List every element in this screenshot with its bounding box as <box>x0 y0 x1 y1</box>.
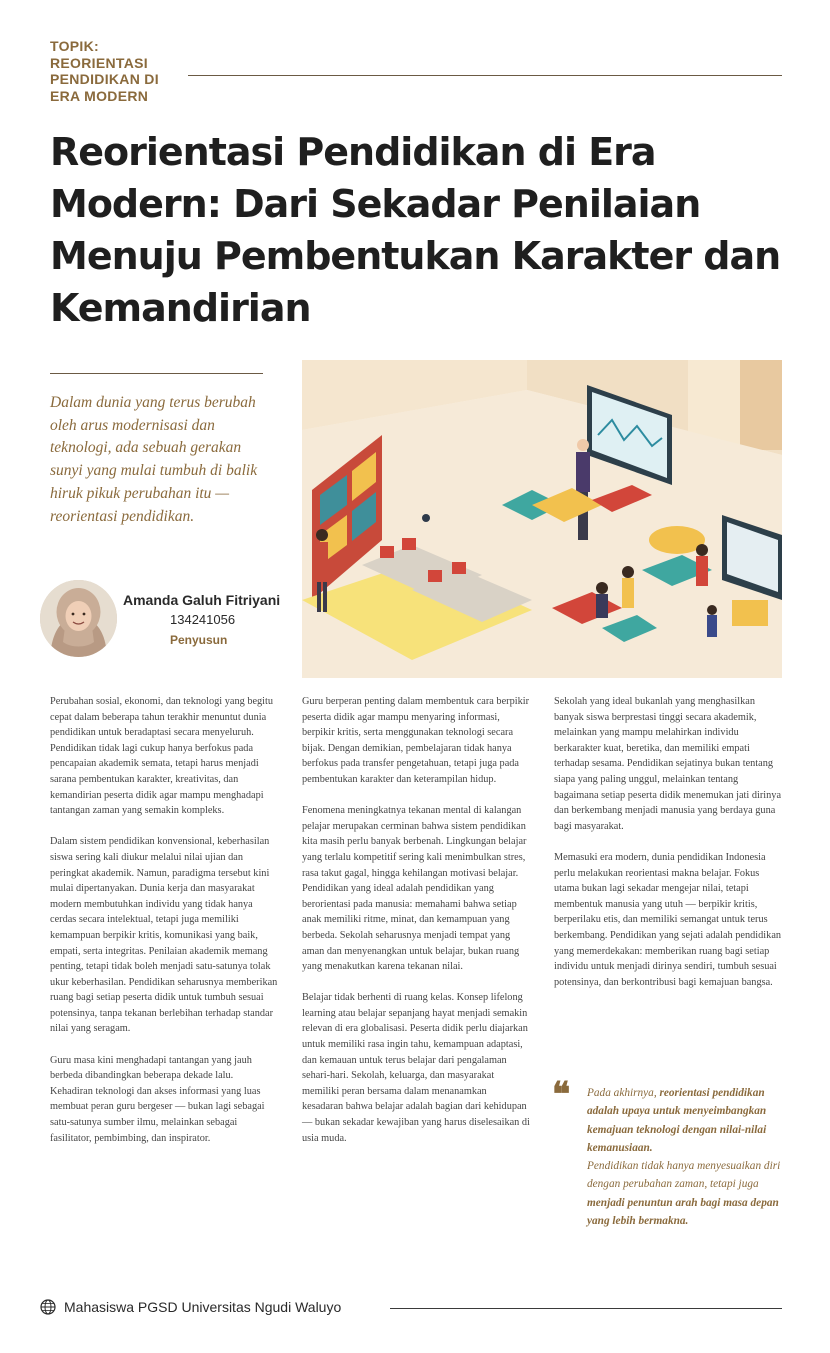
topic-label <box>50 38 180 104</box>
paragraph: Dalam sistem pendidikan konvensional, keberhasilan siswa sering kali diukur melalui nilai ujian dan peringkat akademik. Namun, paradigma tersebut kini mulai dipertanyakan. Dunia kerja dan masyarakat modern membutuhkan individu yang tidak hanya cerdas secara intelektual, tetapi juga memiliki kemampuan berpikir kritis, komunikasi yang baik, empati, serta integritas. Penilaian akademik memang penting, tetapi tidak boleh menjadi satu-satunya tolak ukur keberhasilan. Pendidikan seharusnya memberikan ruang bagi setiap peserta didik untuk tumbuh sesuai potensinya, tanpa tekanan berlebihan terhadap standar nilai yang seragam. <box>50 836 278 1035</box>
footer-text: Mahasiswa PGSD Universitas Ngudi Waluyo <box>64 1299 342 1315</box>
quote-text: Pendidikan tidak hanya menyesuaikan diri dengan perubahan zaman, tetapi juga <box>587 1160 781 1191</box>
pull-quote <box>587 1084 787 1230</box>
paragraph: Perubahan sosial, ekonomi, dan teknologi yang begitu cepat dalam beberapa tahun terakhir menuntut dunia pendidikan untuk beradaptasi secara menyeluruh. Pendidikan tidak lagi cukup hanya berfokus pada pencapaian akademik semata, tetapi harus menjadi sarana pembentukan karakter, kreativitas, dan kemandirian peserta didik agar mampu menghadapi tantangan zaman yang semakin kompleks. <box>50 696 274 817</box>
lead-divider <box>50 373 263 374</box>
topic-line-1: REORIENTASI <box>50 54 148 71</box>
article-column-1 <box>50 694 278 1162</box>
paragraph: Guru berperan penting dalam membentuk cara berpikir peserta didik agar mampu menyaring informasi, berpikir kritis, serta menggunakan teknologi secara bijak. Dengan demikian, pembelajaran tidak hanya berfokus pada transfer pengetahuan, tetapi juga pada pembentukan karakter dan keterampilan hidup. <box>302 696 530 785</box>
paragraph: Guru masa kini menghadapi tantangan yang jauh berbeda dibandingkan beberapa dekade lalu. Kehadiran teknologi dan akses informasi yang luas membuat peran guru bergeser — bukan lagi sebagai satu-satunya sumber ilmu, melainkan sebagai fasilitator, pembimbing, dan inspirator. <box>50 1054 265 1144</box>
quote-text: Pada akhirnya, <box>587 1087 660 1099</box>
topic-line-3: ERA MODERN <box>50 87 149 104</box>
author-role: Penyusun <box>170 633 228 647</box>
topic-divider <box>188 75 782 76</box>
quote-mark-icon: ❝ <box>552 1075 571 1115</box>
footer <box>40 1299 341 1315</box>
lead-paragraph: Dalam dunia yang terus berubah oleh arus modernisasi dan teknologi, ada sebuah gerakan sunyi yang mulai tumbuh di balik hiruk pikuk perubahan itu — reorientasi pendidikan. <box>50 394 258 525</box>
paragraph: Sekolah yang ideal bukanlah yang menghasilkan banyak siswa berprestasi tinggi secara akademik, melainkan yang mampu melahirkan individu berkarakter kuat, beretika, dan memiliki empati terhadap sesama. Pendidikan sejatinya bukan tentang siapa yang paling unggul, melainkan tentang bagaimana setiap peserta didik menemukan jati dirinya dan berkembang menjadi manusia yang berdaya guna bagi masyarakat. <box>554 696 782 832</box>
classroom-illustration <box>302 360 782 678</box>
paragraph: Memasuki era modern, dunia pendidikan Indonesia perlu melakukan reorientasi makna belajar. Fokus utama bukan lagi sekadar mengejar nilai, tetapi membentuk manusia yang utuh — berpikir kritis, berperilaku etis, dan memiliki semangat untuk terus berkembang. Pendidikan yang sejati adalah pendidikan yang memerdekakan: memberikan ruang bagi setiap individu untuk menjadi dirinya sendiri, tumbuh sesuai potensinya, dan berkontribusi bagi kemajuan bangsa. <box>554 851 782 988</box>
topic-prefix: TOPIK: <box>50 38 99 54</box>
globe-icon <box>40 1299 56 1315</box>
quote-text-bold: menjadi penuntun arah bagi masa depan yang lebih bermakna. <box>587 1196 779 1228</box>
author-avatar <box>40 580 117 657</box>
topic-line-2: PENDIDIKAN DI <box>50 71 159 87</box>
author-name: Amanda Galuh Fitriyani <box>123 592 281 608</box>
paragraph: Fenomena meningkatnya tekanan mental di kalangan pelajar merupakan cerminan bahwa sistem pendidikan kita masih perlu banyak berbenah. Lingkungan belajar yang terlalu kompetitif sering kali menimbulkan stres, rasa takut gagal, hingga kehilangan motivasi belajar. Pendidikan yang ideal adalah pendidikan yang berorientasi pada manusia: memahami bahwa setiap anak memiliki ritme, minat, dan kemampuan yang berbeda. Sekolah seharusnya menjadi tempat yang aman dan menyenangkan untuk belajar, bukan ruang yang menakutkan karena tekanan nilai. <box>302 805 527 973</box>
page-title: Reorientasi Pendidikan di Era Modern: Dari Sekadar Penilaian Menuju Pembentukan Karakter dan Kemandirian <box>50 130 781 330</box>
article-column-2 <box>302 694 530 1162</box>
quote-text-bold: reorientasi pendidikan adalah upaya untuk menyeimbangkan kemajuan teknologi dengan nilai-nilai kemanusiaan. <box>587 1087 767 1154</box>
paragraph: Belajar tidak berhenti di ruang kelas. Konsep lifelong learning atau belajar sepanjang hayat menjadi semakin relevan di era globalisasi. Peserta didik perlu diajarkan untuk memiliki rasa ingin tahu, kemampuan adaptasi, dan kemauan untuk terus belajar dari pengalaman sehari-hari. Sekolah, keluarga, dan masyarakat memiliki peran bersama dalam menanamkan kesadaran bahwa belajar adalah bagian dari kehidupan — bukan sekadar kewajiban yang harus diselesaikan di usia muda. <box>302 992 530 1144</box>
footer-divider <box>390 1308 782 1309</box>
article-column-3 <box>554 694 782 1006</box>
author-id: 134241056 <box>170 612 236 627</box>
